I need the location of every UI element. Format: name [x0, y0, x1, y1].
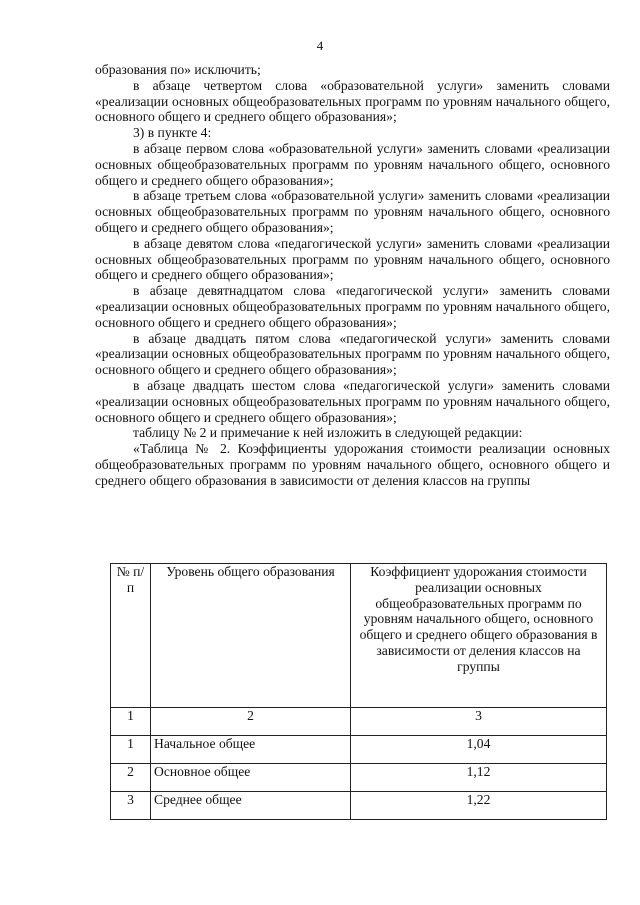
- paragraph: в абзаце девятнадцатом слова «педагогической услуги» заменить словами «реализации основных общеобразовательных программ по уровням начального общего, основного общего и среднего общего образования»;: [95, 283, 610, 330]
- paragraph: в абзаце двадцать пятом слова «педагогической услуги» заменить словами «реализации основных общеобразовательных программ по уровням начального общего, основного общего и среднего общего образования»;: [95, 330, 610, 378]
- paragraph: в абзаце четвертом слова «образовательной услуги» заменить словами «реализации основных общеобразовательных программ по уровням начального общего, основного общего и среднего общего образования»;: [95, 77, 610, 125]
- page-number: 4: [316, 38, 324, 53]
- paragraph: в абзаце первом слова «образовательной услуги» заменить словами «реализации основных общеобразовательных программ по уровням начального общего, основного общего и среднего общего образования»;: [95, 140, 610, 188]
- row-number: 1: [111, 736, 151, 764]
- row-level: Основное общее: [151, 764, 351, 792]
- table-row: [111, 764, 607, 792]
- row-level: Начальное общее: [151, 736, 351, 764]
- table-index-row: [111, 708, 607, 736]
- table-header-row: [111, 564, 607, 708]
- coefficients-table: [110, 563, 607, 820]
- paragraph: в абзаце третьем слова «образовательной услуги» заменить словами «реализации основных общеобразовательных программ по уровням начального общего, основного общего и среднего общего образования»;: [95, 188, 610, 235]
- row-coefficient: 1,04: [351, 736, 607, 764]
- table-caption: «Таблица № 2. Коэффициенты удорожания стоимости реализации основных общеобразовательных программ по уровням начального общего, основного общего и среднего общего образования в зависимости от деления классов на группы: [95, 441, 610, 488]
- index-cell: 2: [151, 708, 351, 736]
- row-level: Среднее общее: [151, 792, 351, 820]
- paragraph: таблицу № 2 и примечание к ней изложить в следующей редакции:: [133, 425, 523, 441]
- paragraph: в абзаце девятом слова «педагогической услуги» заменить словами «реализации основных общеобразовательных программ по уровням начального общего, основного общего и среднего общего образования»;: [95, 235, 610, 283]
- header-coefficient: Коэффициент удорожания стоимости реализации основных общеобразовательных программ по уровням начального общего, основного общего и среднего общего образования в зависимости от деления классов на группы: [351, 564, 607, 708]
- row-coefficient: 1,12: [351, 764, 607, 792]
- header-number: № п/п: [111, 564, 151, 708]
- table-row: [111, 736, 607, 764]
- table-row: [111, 792, 607, 820]
- row-number: 2: [111, 764, 151, 792]
- row-coefficient: 1,22: [351, 792, 607, 820]
- paragraph: 3) в пункте 4:: [133, 125, 212, 141]
- paragraph: образования по» исключить;: [95, 62, 261, 77]
- paragraph: в абзаце двадцать шестом слова «педагогической услуги» заменить словами «реализации основных общеобразовательных программ по уровням начального общего, основного общего и среднего общего образования»;: [95, 377, 610, 425]
- row-number: 3: [111, 792, 151, 820]
- index-cell: 1: [111, 708, 151, 736]
- document-body: [95, 62, 610, 489]
- header-level: Уровень общего образования: [151, 564, 351, 708]
- index-cell: 3: [351, 708, 607, 736]
